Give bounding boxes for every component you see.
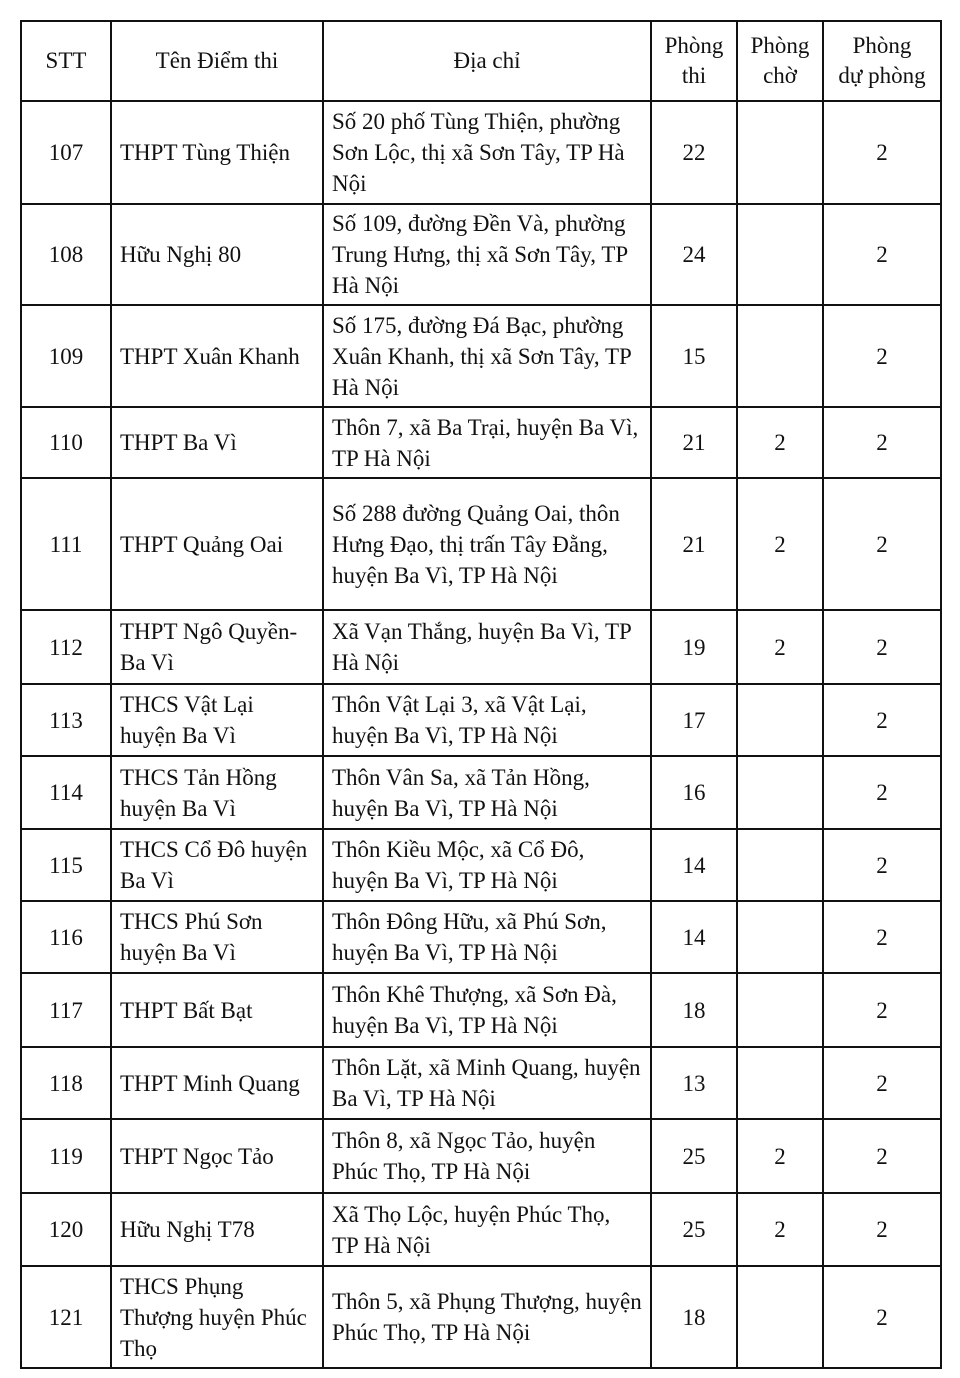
cell-phong-thi: 16 xyxy=(651,756,737,829)
cell-phong-cho: 2 xyxy=(737,407,823,478)
cell-phong-cho xyxy=(737,973,823,1047)
cell-ten-diem-thi: Hữu Nghị 80 xyxy=(111,204,323,305)
cell-du-phong: 2 xyxy=(823,305,941,407)
cell-ten-diem-thi: THCS Phú Sơn huyện Ba Vì xyxy=(111,901,323,973)
cell-dia-chi: Số 288 đường Quảng Oai, thôn Hưng Đạo, thị trấn Tây Đằng, huyện Ba Vì, TP Hà Nội xyxy=(323,478,651,610)
table-row xyxy=(21,684,941,756)
exam-sites-table xyxy=(20,20,942,1369)
cell-dia-chi: Số 20 phố Tùng Thiện, phường Sơn Lộc, thị xã Sơn Tây, TP Hà Nội xyxy=(323,101,651,204)
table-header-row xyxy=(21,21,941,101)
table-row xyxy=(21,478,941,610)
cell-dia-chi: Số 109, đường Đền Và, phường Trung Hưng, thị xã Sơn Tây, TP Hà Nội xyxy=(323,204,651,305)
table-row xyxy=(21,610,941,684)
cell-dia-chi: Thôn 5, xã Phụng Thượng, huyện Phúc Thọ, TP Hà Nội xyxy=(323,1266,651,1368)
cell-du-phong: 2 xyxy=(823,478,941,610)
header-ten-diem-thi: Tên Điểm thi xyxy=(111,21,323,101)
header-phong-thi xyxy=(651,21,737,101)
cell-phong-thi: 18 xyxy=(651,973,737,1047)
cell-ten-diem-thi: THPT Ngọc Tảo xyxy=(111,1119,323,1193)
cell-stt: 115 xyxy=(21,829,111,901)
cell-du-phong: 2 xyxy=(823,101,941,204)
cell-dia-chi: Thôn 8, xã Ngọc Tảo, huyện Phúc Thọ, TP Hà Nội xyxy=(323,1119,651,1193)
header-du-phong-line1: Phòng xyxy=(852,33,912,58)
cell-ten-diem-thi: THCS Tản Hồng huyện Ba Vì xyxy=(111,756,323,829)
cell-dia-chi: Thôn Khê Thượng, xã Sơn Đà, huyện Ba Vì, TP Hà Nội xyxy=(323,973,651,1047)
cell-du-phong: 2 xyxy=(823,1193,941,1266)
cell-phong-cho xyxy=(737,101,823,204)
cell-ten-diem-thi: THPT Tùng Thiện xyxy=(111,101,323,204)
cell-stt: 107 xyxy=(21,101,111,204)
cell-ten-diem-thi: THPT Xuân Khanh xyxy=(111,305,323,407)
table-row xyxy=(21,1119,941,1193)
cell-stt: 111 xyxy=(21,478,111,610)
cell-dia-chi: Số 175, đường Đá Bạc, phường Xuân Khanh, thị xã Sơn Tây, TP Hà Nội xyxy=(323,305,651,407)
cell-stt: 110 xyxy=(21,407,111,478)
cell-dia-chi: Thôn Lặt, xã Minh Quang, huyện Ba Vì, TP Hà Nội xyxy=(323,1047,651,1119)
header-phong-cho-line2: chờ xyxy=(763,63,797,88)
cell-phong-thi: 17 xyxy=(651,684,737,756)
cell-stt: 113 xyxy=(21,684,111,756)
cell-ten-diem-thi: THPT Bất Bạt xyxy=(111,973,323,1047)
table-row xyxy=(21,1266,941,1368)
table-row xyxy=(21,1193,941,1266)
cell-du-phong: 2 xyxy=(823,1266,941,1368)
cell-phong-thi: 25 xyxy=(651,1193,737,1266)
cell-phong-cho xyxy=(737,901,823,973)
cell-phong-thi: 14 xyxy=(651,901,737,973)
cell-phong-cho xyxy=(737,1266,823,1368)
cell-dia-chi: Thôn 7, xã Ba Trại, huyện Ba Vì, TP Hà Nội xyxy=(323,407,651,478)
cell-stt: 119 xyxy=(21,1119,111,1193)
cell-stt: 116 xyxy=(21,901,111,973)
cell-phong-cho: 2 xyxy=(737,1119,823,1193)
cell-phong-cho xyxy=(737,305,823,407)
table-row xyxy=(21,407,941,478)
cell-ten-diem-thi: THCS Vật Lại huyện Ba Vì xyxy=(111,684,323,756)
cell-phong-cho: 2 xyxy=(737,478,823,610)
cell-phong-thi: 19 xyxy=(651,610,737,684)
cell-du-phong: 2 xyxy=(823,829,941,901)
table-row xyxy=(21,756,941,829)
cell-du-phong: 2 xyxy=(823,610,941,684)
cell-phong-thi: 18 xyxy=(651,1266,737,1368)
table-row xyxy=(21,973,941,1047)
cell-phong-thi: 15 xyxy=(651,305,737,407)
table-row xyxy=(21,901,941,973)
cell-ten-diem-thi: THPT Ba Vì xyxy=(111,407,323,478)
cell-phong-cho xyxy=(737,1047,823,1119)
cell-du-phong: 2 xyxy=(823,901,941,973)
cell-phong-thi: 25 xyxy=(651,1119,737,1193)
cell-ten-diem-thi: THPT Ngô Quyền-Ba Vì xyxy=(111,610,323,684)
cell-ten-diem-thi: THCS Phụng Thượng huyện Phúc Thọ xyxy=(111,1266,323,1368)
cell-stt: 120 xyxy=(21,1193,111,1266)
cell-phong-cho xyxy=(737,829,823,901)
cell-phong-thi: 21 xyxy=(651,407,737,478)
cell-stt: 118 xyxy=(21,1047,111,1119)
cell-stt: 109 xyxy=(21,305,111,407)
cell-du-phong: 2 xyxy=(823,684,941,756)
cell-phong-cho: 2 xyxy=(737,610,823,684)
cell-stt: 108 xyxy=(21,204,111,305)
header-stt: STT xyxy=(21,21,111,101)
cell-du-phong: 2 xyxy=(823,1047,941,1119)
cell-phong-thi: 14 xyxy=(651,829,737,901)
cell-stt: 121 xyxy=(21,1266,111,1368)
header-phong-thi-line2: thi xyxy=(681,63,707,88)
cell-dia-chi: Xã Thọ Lộc, huyện Phúc Thọ, TP Hà Nội xyxy=(323,1193,651,1266)
table-row xyxy=(21,305,941,407)
cell-ten-diem-thi: THPT Quảng Oai xyxy=(111,478,323,610)
header-phong-du-phong xyxy=(823,21,941,101)
cell-du-phong: 2 xyxy=(823,407,941,478)
cell-phong-thi: 22 xyxy=(651,101,737,204)
cell-phong-cho xyxy=(737,756,823,829)
cell-dia-chi: Thôn Vân Sa, xã Tản Hồng, huyện Ba Vì, TP Hà Nội xyxy=(323,756,651,829)
table-row xyxy=(21,1047,941,1119)
cell-phong-cho xyxy=(737,204,823,305)
cell-du-phong: 2 xyxy=(823,973,941,1047)
cell-phong-cho: 2 xyxy=(737,1193,823,1266)
cell-stt: 114 xyxy=(21,756,111,829)
cell-dia-chi: Xã Vạn Thắng, huyện Ba Vì, TP Hà Nội xyxy=(323,610,651,684)
cell-stt: 112 xyxy=(21,610,111,684)
table-row xyxy=(21,101,941,204)
cell-dia-chi: Thôn Đông Hữu, xã Phú Sơn, huyện Ba Vì, TP Hà Nội xyxy=(323,901,651,973)
table-row xyxy=(21,204,941,305)
cell-phong-cho xyxy=(737,684,823,756)
table-row xyxy=(21,829,941,901)
header-dia-chi: Địa chỉ xyxy=(323,21,651,101)
header-phong-thi-line1: Phòng xyxy=(664,33,724,58)
cell-dia-chi: Thôn Kiều Mộc, xã Cổ Đô, huyện Ba Vì, TP Hà Nội xyxy=(323,829,651,901)
header-phong-cho-line1: Phòng xyxy=(750,33,810,58)
cell-ten-diem-thi: THPT Minh Quang xyxy=(111,1047,323,1119)
cell-stt: 117 xyxy=(21,973,111,1047)
cell-du-phong: 2 xyxy=(823,1119,941,1193)
cell-ten-diem-thi: Hữu Nghị T78 xyxy=(111,1193,323,1266)
header-du-phong-line2: dự phòng xyxy=(838,63,926,88)
cell-du-phong: 2 xyxy=(823,756,941,829)
cell-du-phong: 2 xyxy=(823,204,941,305)
cell-phong-thi: 13 xyxy=(651,1047,737,1119)
cell-phong-thi: 24 xyxy=(651,204,737,305)
header-phong-cho xyxy=(737,21,823,101)
cell-ten-diem-thi: THCS Cổ Đô huyện Ba Vì xyxy=(111,829,323,901)
cell-phong-thi: 21 xyxy=(651,478,737,610)
cell-dia-chi: Thôn Vật Lại 3, xã Vật Lại, huyện Ba Vì, TP Hà Nội xyxy=(323,684,651,756)
